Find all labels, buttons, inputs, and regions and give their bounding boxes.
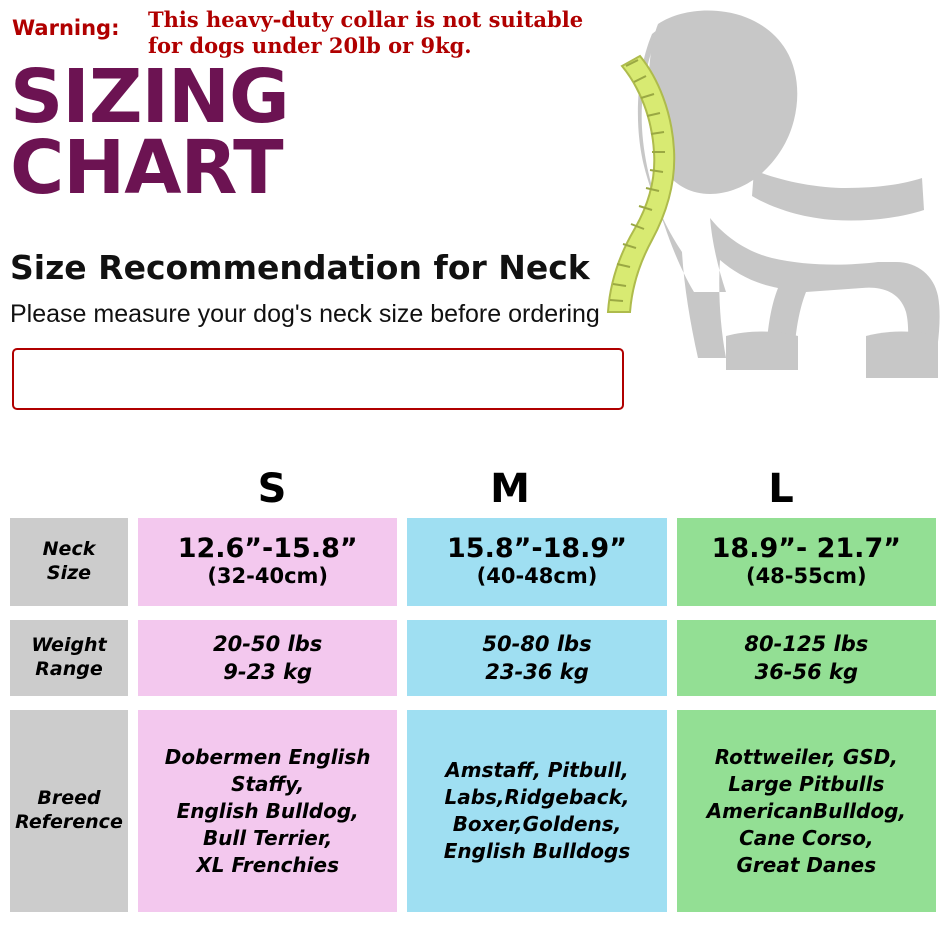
row-label-line-2: Range <box>35 658 103 680</box>
row-label-line-2: Size <box>46 562 92 584</box>
row-label-neck-size <box>10 518 128 606</box>
size-header-m: M <box>490 466 530 512</box>
row-label-line-2: Reference <box>15 811 123 833</box>
cell-value-kg: 9-23 kg <box>223 660 313 684</box>
cell-value-lbs: 20-50 lbs <box>213 631 323 656</box>
row-label-line-1: Weight <box>31 634 107 657</box>
subtitle: Size Recommendation for Neck <box>10 248 590 287</box>
cell-value-inches: 18.9”- 21.7” <box>711 532 901 564</box>
warning-box <box>12 348 624 410</box>
cell-weight-s <box>138 620 397 696</box>
cell-breed-m <box>407 710 666 912</box>
row-label-weight-range <box>10 620 128 696</box>
cell-neck-l <box>677 518 936 606</box>
table-row-breed-reference <box>10 710 936 912</box>
cell-value-cm: (40-48cm) <box>476 564 598 589</box>
title-line-1: SIZING <box>10 54 289 140</box>
cell-value-breeds: Dobermen English Staffy, English Bulldog, Bull Terrier, XL Frenchies <box>164 744 371 877</box>
cell-value-inches: 12.6”-15.8” <box>177 532 358 564</box>
size-header-s: S <box>257 466 287 512</box>
cell-weight-l <box>677 620 936 696</box>
cell-neck-s <box>138 518 397 606</box>
size-header-l: L <box>768 466 794 512</box>
row-label-line-1: Breed <box>37 787 101 810</box>
row-label-breed-reference <box>10 710 128 912</box>
table-row-neck-size <box>10 518 936 606</box>
row-label-line-1: Neck <box>42 538 96 561</box>
title-line-2: CHART <box>10 125 283 212</box>
cell-breed-s <box>138 710 397 912</box>
cell-value-inches: 15.8”-18.9” <box>447 532 627 564</box>
instruction-text: Please measure your dog's neck size before ordering <box>10 300 600 328</box>
table-row-weight-range <box>10 620 936 696</box>
cell-value-cm: (48-55cm) <box>745 564 867 589</box>
cell-value-lbs: 80-125 lbs <box>744 631 869 656</box>
cell-weight-m <box>407 620 666 696</box>
cell-value-cm: (32-40cm) <box>207 564 329 589</box>
cell-value-kg: 23-36 kg <box>485 660 589 684</box>
cell-value-breeds: Rottweiler, GSD, Large Pitbulls AmericanBulldog, Cane Corso, Great Danes <box>706 744 906 877</box>
cell-value-kg: 36-56 kg <box>754 660 859 684</box>
cell-breed-l <box>677 710 936 912</box>
sizing-table <box>10 518 936 926</box>
cell-value-breeds: Amstaff, Pitbull, Labs,Ridgeback, Boxer,Goldens, English Bulldogs <box>443 758 631 863</box>
cell-neck-m <box>407 518 666 606</box>
warning-text: This heavy-duty collar is not suitable for dogs under 20lb or 9kg. <box>148 7 584 58</box>
cell-value-lbs: 50-80 lbs <box>482 631 592 656</box>
page-title <box>10 54 710 212</box>
warning-label: Warning: <box>12 16 120 40</box>
